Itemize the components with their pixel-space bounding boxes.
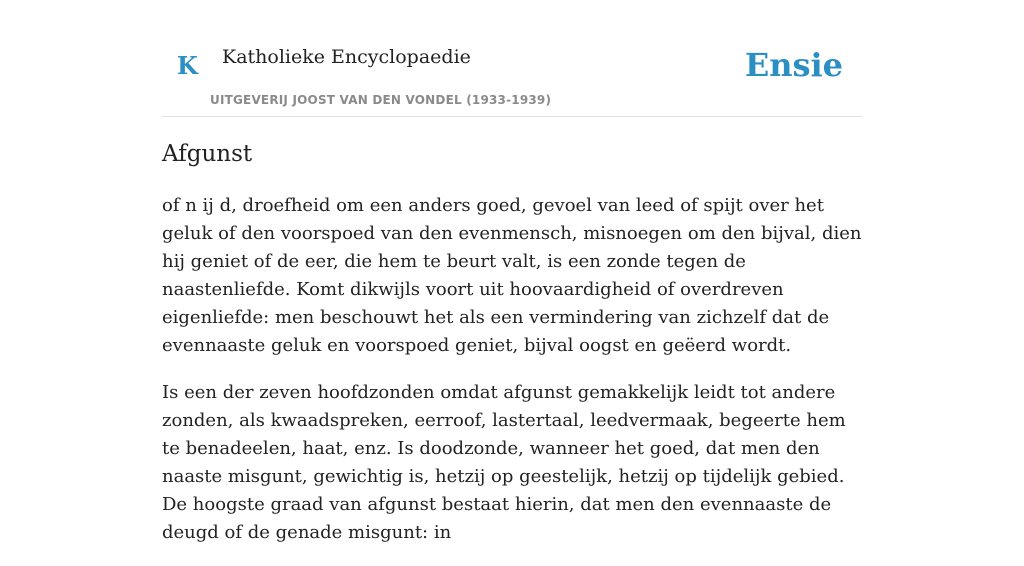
encyclopedia-logo-link[interactable]: K	[177, 51, 198, 80]
header	[162, 0, 862, 117]
encyclopedia-title-link[interactable]: Katholieke Encyclopaedie	[222, 46, 471, 68]
article-paragraph: of n ij d, droefheid om een anders goed, gevoel van leed of spijt over het geluk of den voorspoed van den evenmensch, misnoegen om den bijval, dien hij geniet of de eer, die hem te beurt valt, is een zonde tegen de naastenliefde. Komt dikwijls voort uit hoovaardigheid of overdreven eigenliefde: men beschouwt het als een vermindering van zichzelf dat de evennaaste geluk en voorspoed geniet, bijval oogst en geëerd wordt.	[162, 195, 862, 356]
article-body	[162, 192, 862, 566]
article-paragraph: Is een der zeven hoofdzonden omdat afgunst gemakkelijk leidt tot andere zonden, als kwaadspreken, eerroof, lastertaal, leedvermaak, begeerte hem te benadeelen, haat, enz. Is doodzonde, wanneer het goed, dat men den naaste misgunt, gewichtig is, hetzij op geestelijk, hetzij op tijdelijk gebied. De hoogste graad van afgunst bestaat hierin, dat men den evennaaste de deugd of de genade misgunt: in	[162, 382, 846, 543]
publisher-label: UITGEVERIJ JOOST VAN DEN VONDEL (1933-1939)	[210, 93, 552, 107]
page	[162, 0, 862, 543]
article-title: Afgunst	[162, 141, 253, 167]
ensie-brand-link[interactable]: Ensie	[744, 46, 843, 84]
